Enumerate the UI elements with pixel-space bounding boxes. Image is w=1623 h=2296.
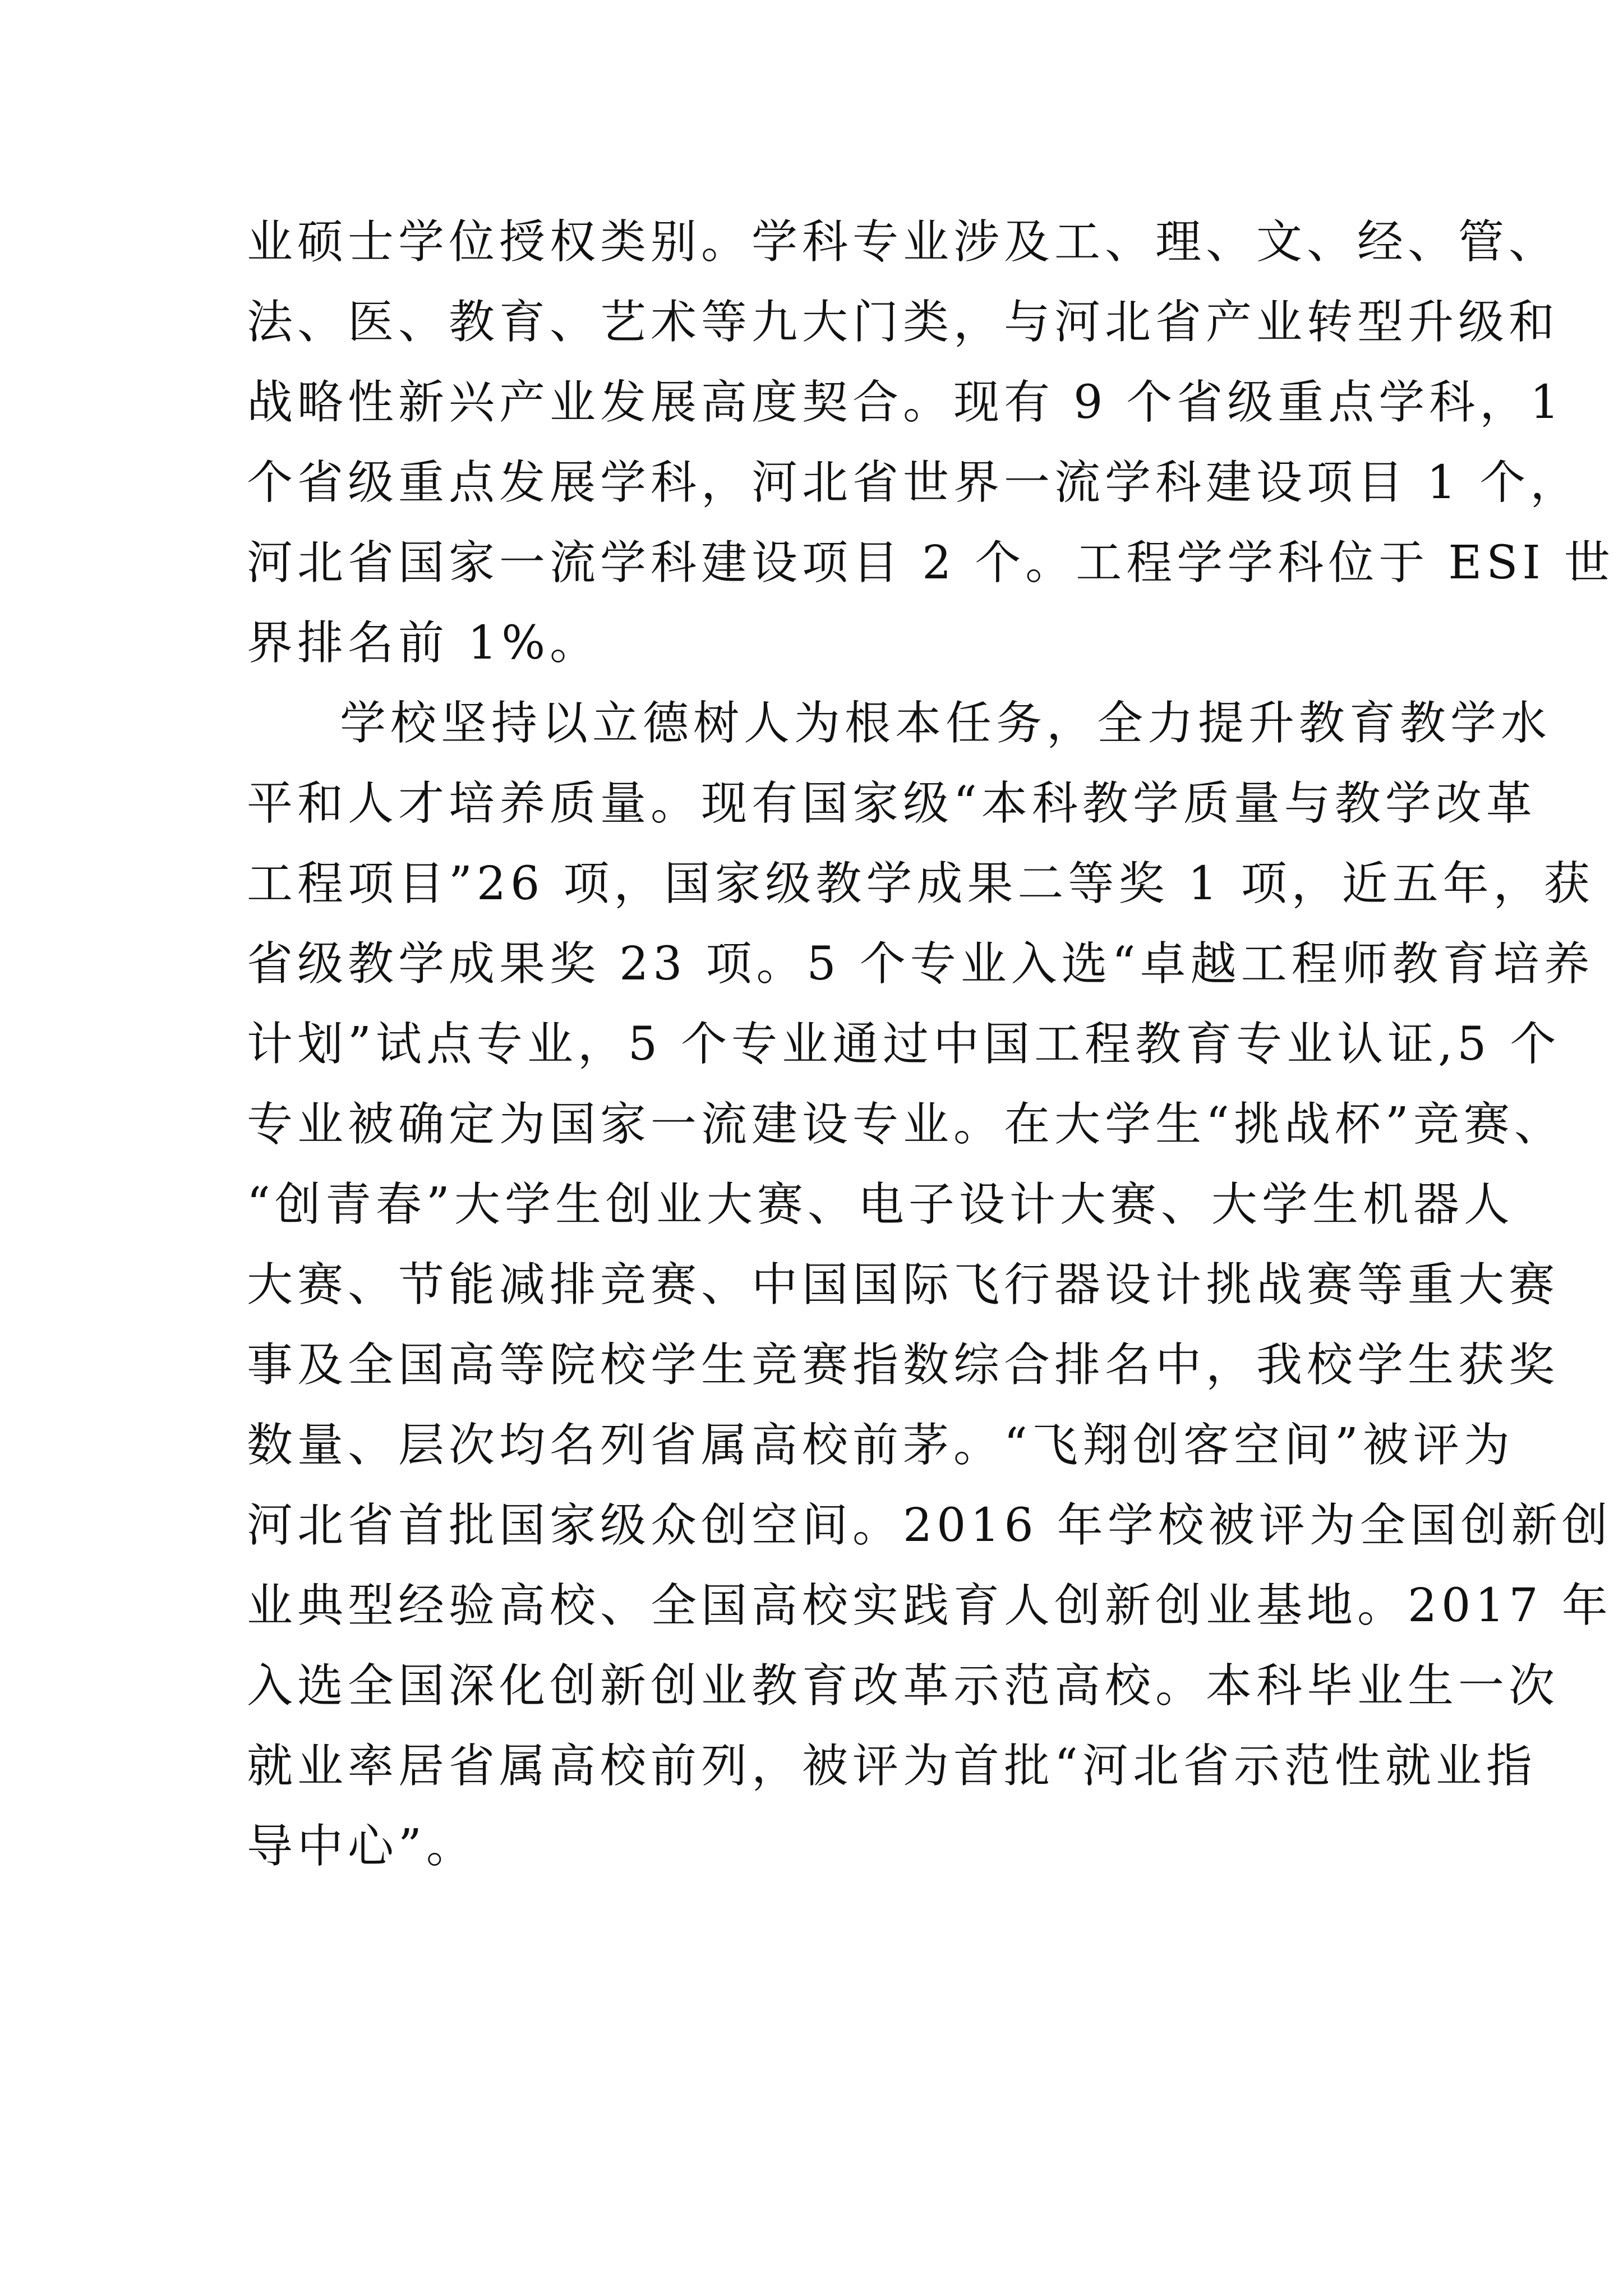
body-text — [247, 202, 1615, 1887]
paragraph-line: 河北省国家一流学科建设项目 2 个。工程学学科位于 ESI 世 — [247, 536, 1615, 590]
paragraph-line: 工程项目”26 项，国家级教学成果二等奖 1 项，近五年，获 — [247, 857, 1594, 910]
paragraph-line: 界排名前 1%。 — [247, 616, 601, 670]
paragraph-line: 事及全国高等院校学生竞赛指数综合排名中，我校学生获奖 — [247, 1338, 1560, 1392]
paragraph-2 — [247, 683, 1612, 1887]
paragraph-line: 省级教学成果奖 23 项。5 个专业入选“卓越工程师教育培养 — [247, 937, 1594, 991]
paragraph-line: 业硕士学位授权类别。学科专业涉及工、理、文、经、管、 — [247, 215, 1560, 269]
paragraph-line: 专业被确定为国家一流建设专业。在大学生“挑战杯”竞赛、 — [247, 1098, 1565, 1151]
paragraph-line: 入选全国深化创新创业教育改革示范高校。本科毕业生一次 — [247, 1659, 1560, 1713]
paragraph-line: 河北省首批国家级众创空间。2016 年学校被评为全国创新创 — [247, 1499, 1612, 1552]
paragraph-line: 就业率居省属高校前列，被评为首批“河北省示范性就业指 — [247, 1740, 1537, 1793]
paragraph-line: 数量、层次均名列省属高校前茅。“飞翔创客空间”被评为 — [247, 1419, 1514, 1472]
paragraph-line: 法、医、教育、艺术等九大门类，与河北省产业转型升级和 — [247, 296, 1560, 349]
paragraph-line: 战略性新兴产业发展高度契合。现有 9 个省级重点学科，1 — [247, 376, 1564, 429]
paragraph-1 — [247, 202, 1615, 683]
paragraph-line: 导中心”。 — [247, 1820, 477, 1873]
paragraph-line: 大赛、节能减排竞赛、中国国际飞行器设计挑战赛等重大赛 — [247, 1258, 1560, 1312]
paragraph-line: “创青春”大学生创业大赛、电子设计大赛、大学生机器人 — [247, 1178, 1514, 1231]
paragraph-line: 平和人才培养质量。现有国家级“本科教学质量与教学改革 — [247, 777, 1537, 830]
paragraph-line: 计划”试点专业，5 个专业通过中国工程教育专业认证,5 个 — [247, 1018, 1561, 1071]
paragraph-line: 个省级重点发展学科，河北省世界一流学科建设项目 1 个， — [247, 456, 1581, 509]
paragraph-line: 学校坚持以立德树人为根本任务，全力提升教育教学水 — [340, 697, 1552, 750]
paragraph-line: 业典型经验高校、全国高校实践育人创新创业基地。2017 年 — [247, 1579, 1612, 1632]
